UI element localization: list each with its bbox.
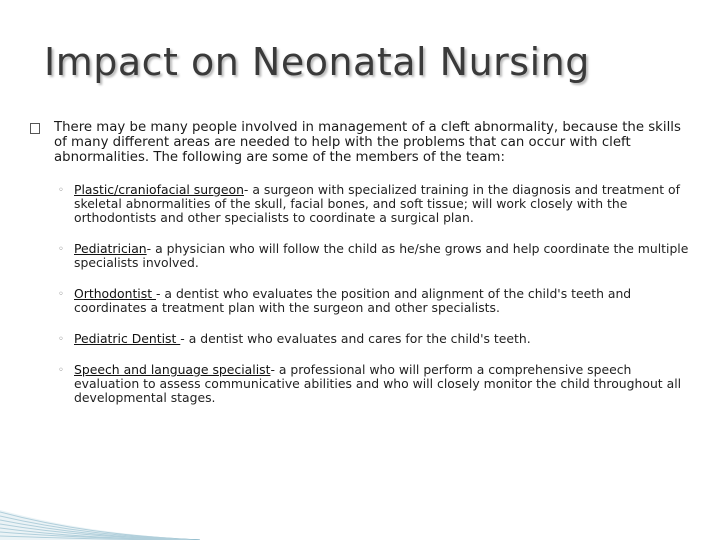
circle-bullet-icon: ◦ [58,365,64,376]
member-description: - a professional who will perform a comprehensive speech evaluation to assess communicative abilities and who will closely monitor the child throughout all developmental stages. [74,362,682,405]
member-description: - a surgeon with specialized training in the diagnosis and treatment of skeletal abnormalities of the skull, facial bones, and soft tissue; will work closely with the orthodontists and other specialists to coordinate a surgical plan. [74,182,680,225]
list-item [58,242,690,270]
member-term: Plastic/craniofacial surgeon [74,182,244,197]
intro-paragraph [30,120,690,165]
team-members-list [30,183,690,405]
member-description: - a dentist who evaluates the position and alignment of the child's teeth and coordinates a treatment plan with the surgeon and other specialists. [74,286,632,315]
circle-bullet-icon: ◦ [58,244,64,255]
member-description: - a dentist who evaluates and cares for the child's teeth. [180,331,531,346]
slide-body [30,120,690,422]
square-bullet-icon [30,123,40,134]
member-term: Pediatric Dentist [74,331,181,346]
circle-bullet-icon: ◦ [58,185,64,196]
member-term: Pediatrician [74,241,147,256]
list-item [58,363,690,405]
member-description: - a physician who will follow the child as he/she grows and help coordinate the multiple specialists involved. [74,241,689,270]
list-item [58,287,690,315]
slide-title: Impact on Neonatal Nursing [44,40,590,84]
intro-text: There may be many people involved in management of a cleft abnormality, because the skills of many different areas are needed to help with the problems that can occur with cleft abnormalities. The following are some of the members of the team: [54,120,681,165]
circle-bullet-icon: ◦ [58,334,64,345]
corner-stripe-decoration [0,450,200,540]
member-term: Speech and language specialist [74,362,271,377]
member-term: Orthodontist [74,286,156,301]
circle-bullet-icon: ◦ [58,289,64,300]
list-item [58,183,690,225]
list-item [58,332,690,346]
